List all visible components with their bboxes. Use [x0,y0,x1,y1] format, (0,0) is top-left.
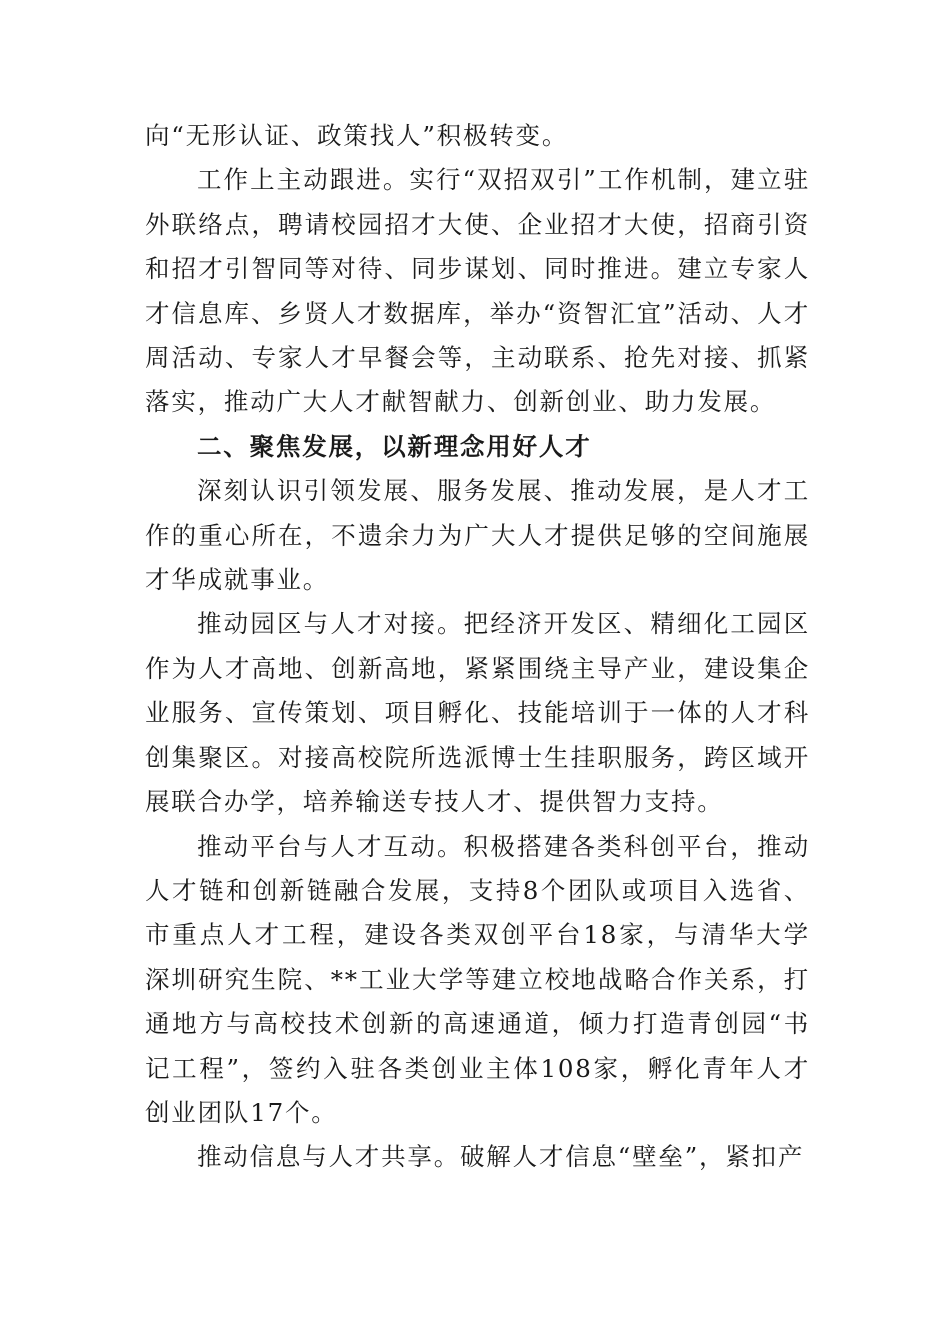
document-body [145,114,810,1180]
paragraph-work-follow-up: 工作上主动跟进。实行“双招双引”工作机制，建立驻外联络点，聘请校园招才大使、企业招才大使，招商引资和招才引智同等对待、同步谋划、同时推进。建立专家人才信息库、乡贤人才数据库，举办“资智汇宜”活动、人才周活动、专家人才早餐会等，主动联系、抢先对接、抓紧落实，推动广大人才献智献力、创新创业、助力发展。 [145,165,810,417]
paragraph-continuation: 向“无形认证、政策找人”积极转变。 [145,121,569,150]
section-heading: 二、聚焦发展，以新理念用好人才 [197,431,592,461]
paragraph-development-intro: 深刻认识引领发展、服务发展、推动发展，是人才工作的重心所在，不遗余力为广大人才提供足够的空间施展才华成就事业。 [145,476,810,595]
paragraph-platform-talent: 推动平台与人才互动。积极搭建各类科创平台，推动人才链和创新链融合发展，支持8个团队或项目入选省、市重点人才工程，建设各类双创平台18家，与清华大学深圳研究生院、**工业大学等建立校地战略合作关系，打通地方与高校技术创新的高速通道，倾力打造青创园“书记工程”，签约入驻各类创业主体108家，孵化青年人才创业团队17个。 [145,831,810,1127]
paragraph-information-talent: 推动信息与人才共享。破解人才信息“壁垒”，紧扣产 [197,1142,805,1172]
paragraph-park-talent: 推动园区与人才对接。把经济开发区、精细化工园区作为人才高地、创新高地，紧紧围绕主导产业，建设集企业服务、宣传策划、项目孵化、技能培训于一体的人才科创集聚区。对接高校院所选派博士生挂职服务，跨区域开展联合办学，培养输送专技人才、提供智力支持。 [145,609,810,817]
